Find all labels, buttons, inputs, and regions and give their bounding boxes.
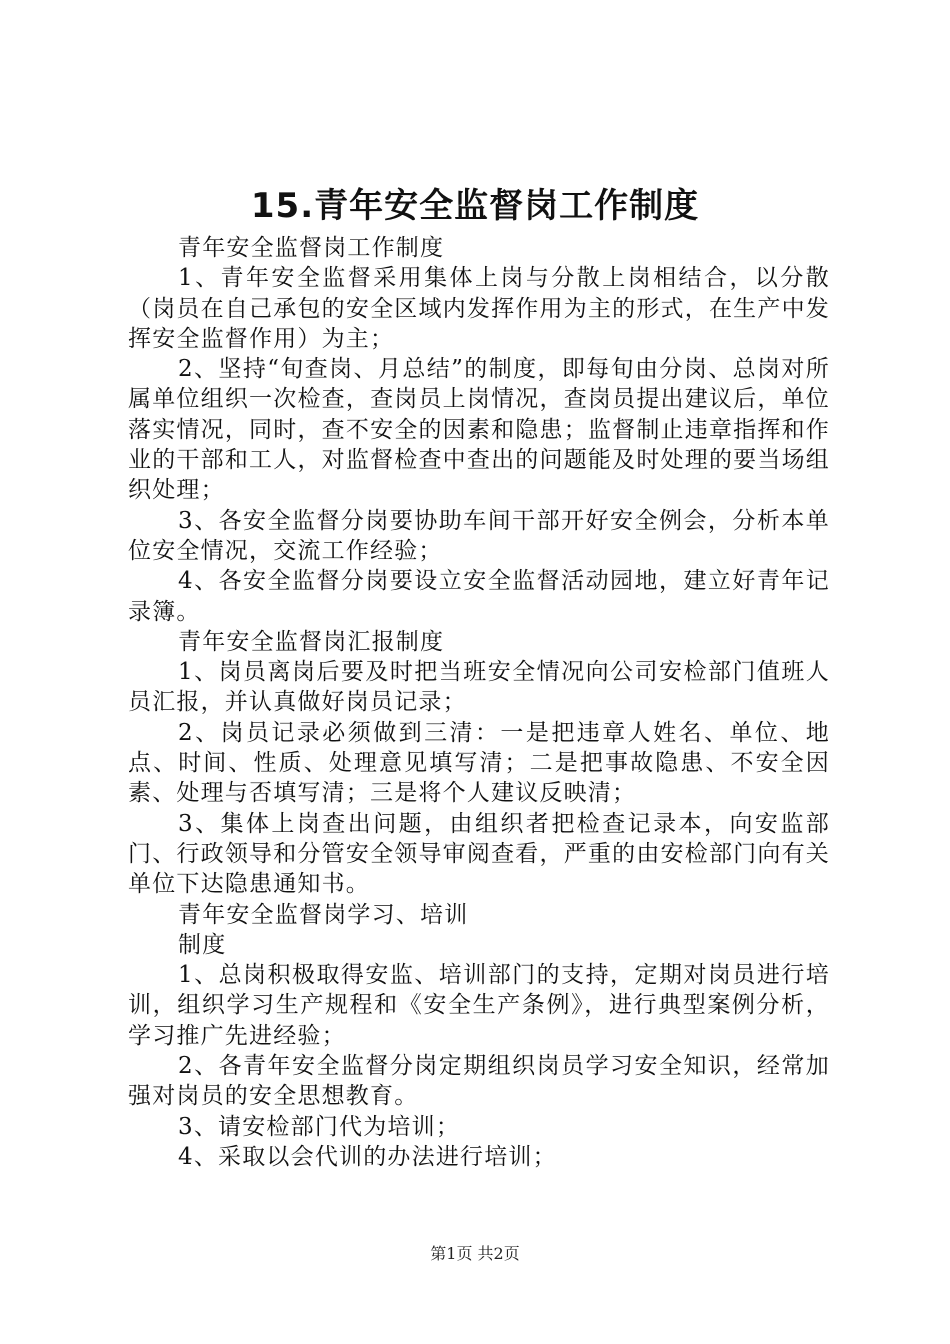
- paragraph: 4、采取以会代训的办法进行培训；: [178, 1143, 557, 1170]
- paragraph: 1、岗员离岗后要及时把当班安全情况向公司安检部门值班人员汇报，并认真做好岗员记录；: [128, 659, 830, 716]
- document-title: 15.青年安全监督岗工作制度: [250, 186, 700, 226]
- section-heading-work-rules: 青年安全监督岗工作制度: [178, 235, 445, 261]
- paragraph: 3、请安检部门代为培训；: [178, 1113, 461, 1140]
- paragraph: 1、总岗积极取得安监、培训部门的支持，定期对岗员进行培训，组织学习生产规程和《安全生产条例》，进行典型案例分析，学习推广先进经验；: [128, 962, 830, 1049]
- paragraph: 2、各青年安全监督分岗定期组织岗员学习安全知识，经常加强对岗员的安全思想教育。: [128, 1053, 830, 1110]
- paragraph: 2、坚持“旬查岗、月总结”的制度，即每旬由分岗、总岗对所属单位组织一次检查，查岗员上岗情况，查岗员提出建议后，单位落实情况，同时，查不安全的因素和隐患；监督制止违章指挥和作业的干部和工人，对监督检查中查出的问题能及时处理的要当场组织处理；: [128, 356, 830, 504]
- paragraph: 4、各安全监督分岗要设立安全监督活动园地，建立好青年记录簿。: [128, 568, 830, 625]
- section-heading-training-rules-cont: 制度: [178, 931, 227, 958]
- page-number-footer: 第1页 共2页: [430, 1244, 520, 1263]
- section-heading-report-rules: 青年安全监督岗汇报制度: [178, 628, 445, 655]
- document-body: [128, 233, 830, 1172]
- paragraph: 2、岗员记录必须做到三清：一是把违章人姓名、单位、地点、时间、性质、处理意见填写清；二是把事故隐患、不安全因素、处理与否填写清；三是将个人建议反映清；: [128, 719, 830, 807]
- paragraph: 3、集体上岗查出问题，由组织者把检查记录本，向安监部门、行政领导和分管安全领导审阅查看，严重的由安检部门向有关单位下达隐患通知书。: [128, 810, 830, 898]
- paragraph: 1、青年安全监督采用集体上岗与分散上岗相结合，以分散（岗员在自己承包的安全区域内发挥作用为主的形式，在生产中发挥安全监督作用）为主；: [128, 265, 830, 352]
- paragraph: 3、各安全监督分岗要协助车间干部开好安全例会，分析本单位安全情况，交流工作经验；: [128, 507, 830, 564]
- section-heading-training-rules: 青年安全监督岗学习、培训: [178, 901, 469, 928]
